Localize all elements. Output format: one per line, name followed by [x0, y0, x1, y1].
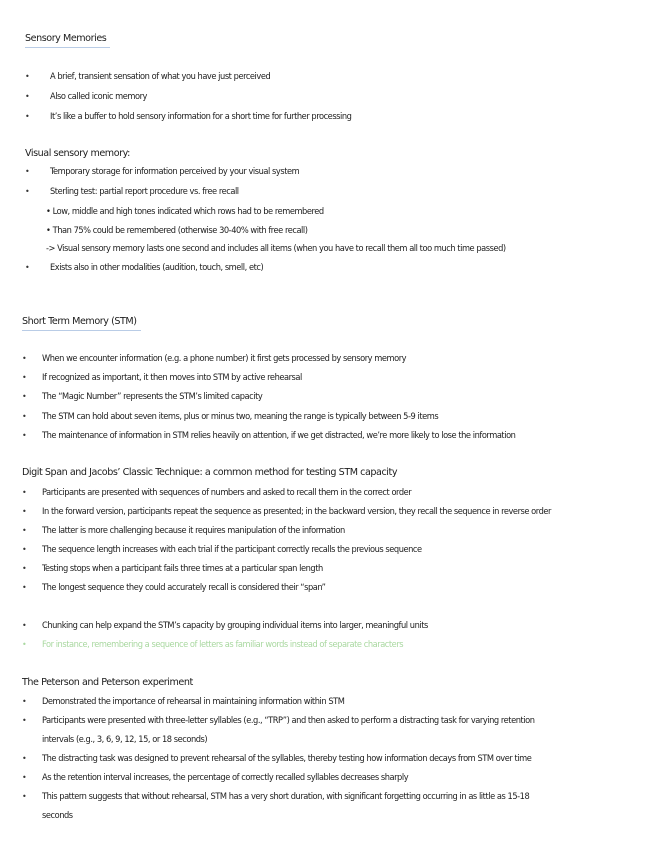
sensory-bullet-2: Also called iconic memory: [50, 91, 147, 102]
bullet-dot: •: [25, 92, 30, 101]
bullet-dot: •: [25, 263, 30, 272]
bullet-dot: •: [22, 773, 27, 782]
bullet-dot: •: [22, 640, 27, 649]
peterson-bullet-5-continued: seconds: [42, 810, 73, 821]
bullet-dot: •: [22, 792, 27, 801]
bullet-dot: •: [22, 412, 27, 421]
sensory-bullet-3: It’s like a buffer to hold sensory information for a short time for further processing: [50, 111, 352, 122]
section-title-digit-span: Digit Span and Jacobs’ Classic Technique: a common method for testing STM capacity: [22, 467, 398, 478]
sensory-bullet-1: A brief, transient sensation of what you have just perceived: [50, 71, 271, 82]
section-title-visual: Visual sensory memory:: [25, 148, 130, 159]
bullet-dot: •: [22, 754, 27, 763]
bullet-dot: •: [22, 373, 27, 382]
bullet-dot: •: [22, 488, 27, 497]
bullet-dot: •: [22, 545, 27, 554]
peterson-bullet-1: Demonstrated the importance of rehearsal in maintaining information within STM: [42, 696, 345, 707]
bullet-dot: •: [22, 526, 27, 535]
bullet-dot: •: [22, 697, 27, 706]
chunking-bullet: Chunking can help expand the STM’s capacity by grouping individual items into larger, meaningful units: [42, 620, 428, 631]
digit-bullet-3: The latter is more challenging because it requires manipulation of the information: [42, 525, 345, 536]
digit-bullet-4: The sequence length increases with each trial if the participant correctly recalls the previous sequence: [42, 544, 422, 555]
visual-bullet-1: Temporary storage for information perceived by your visual system: [50, 166, 300, 177]
visual-sub-2: • Than 75% could be remembered (otherwise 30-40% with free recall): [46, 225, 308, 236]
bullet-dot: •: [22, 716, 27, 725]
bullet-dot: •: [25, 167, 30, 176]
stm-bullet-2: If recognized as important, it then moves into STM by active rehearsal: [42, 372, 302, 383]
bullet-dot: •: [22, 583, 27, 592]
bullet-dot: •: [25, 112, 30, 121]
bullet-dot: •: [22, 564, 27, 573]
stm-bullet-5: The maintenance of information in STM relies heavily on attention, if we get distracted, we’re more likely to lose the information: [42, 430, 516, 441]
visual-sub-3: -> Visual sensory memory lasts one second and includes all items (when you have to recall them all too much time passed): [46, 243, 506, 254]
digit-bullet-1: Participants are presented with sequences of numbers and asked to recall them in the correct order: [42, 487, 412, 498]
bullet-dot: •: [22, 621, 27, 630]
peterson-bullet-5: This pattern suggests that without rehearsal, STM has a very short duration, with significant forgetting occurring in as little as 15-18: [42, 791, 530, 802]
digit-bullet-5: Testing stops when a participant fails three times at a particular span length: [42, 563, 323, 574]
visual-sub-1: • Low, middle and high tones indicated which rows had to be remembered: [46, 206, 324, 217]
section-title-sensory: Sensory Memories: [25, 33, 107, 44]
section-title-peterson: The Peterson and Peterson experiment: [22, 677, 193, 688]
section-title-stm: Short Term Memory (STM): [22, 316, 137, 327]
bullet-dot: •: [22, 392, 27, 401]
bullet-dot: •: [22, 507, 27, 516]
stm-bullet-1: When we encounter information (e.g. a phone number) it first gets processed by sensory memory: [42, 353, 407, 364]
bullet-dot: •: [25, 187, 30, 196]
peterson-bullet-2-continued: intervals (e.g., 3, 6, 9, 12, 15, or 18 seconds): [42, 734, 208, 745]
visual-bullet-3: Exists also in other modalities (audition, touch, smell, etc): [50, 262, 264, 273]
chunking-example: For instance, remembering a sequence of letters as familiar words instead of separate characters: [42, 639, 404, 650]
stm-bullet-3: The “Magic Number” represents the STM’s limited capacity: [42, 391, 263, 402]
peterson-bullet-3: The distracting task was designed to prevent rehearsal of the syllables, thereby testing how information decays from STM over time: [42, 753, 532, 764]
digit-bullet-2: In the forward version, participants repeat the sequence as presented; in the backward version, they recall the sequence in reverse order: [42, 506, 551, 517]
bullet-dot: •: [25, 72, 30, 81]
digit-bullet-6: The longest sequence they could accurately recall is considered their “span”: [42, 582, 326, 593]
bullet-dot: •: [22, 354, 27, 363]
stm-bullet-4: The STM can hold about seven items, plus or minus two, meaning the range is typically between 5-9 items: [42, 411, 439, 422]
peterson-bullet-4: As the retention interval increases, the percentage of correctly recalled syllables decreases sharply: [42, 772, 409, 783]
peterson-bullet-2: Participants were presented with three-letter syllables (e.g., “TRP”) and then asked to perform a distracting task for varying retention: [42, 715, 535, 726]
visual-bullet-2: Sterling test: partial report procedure vs. free recall: [50, 186, 239, 197]
bullet-dot: •: [22, 431, 27, 440]
